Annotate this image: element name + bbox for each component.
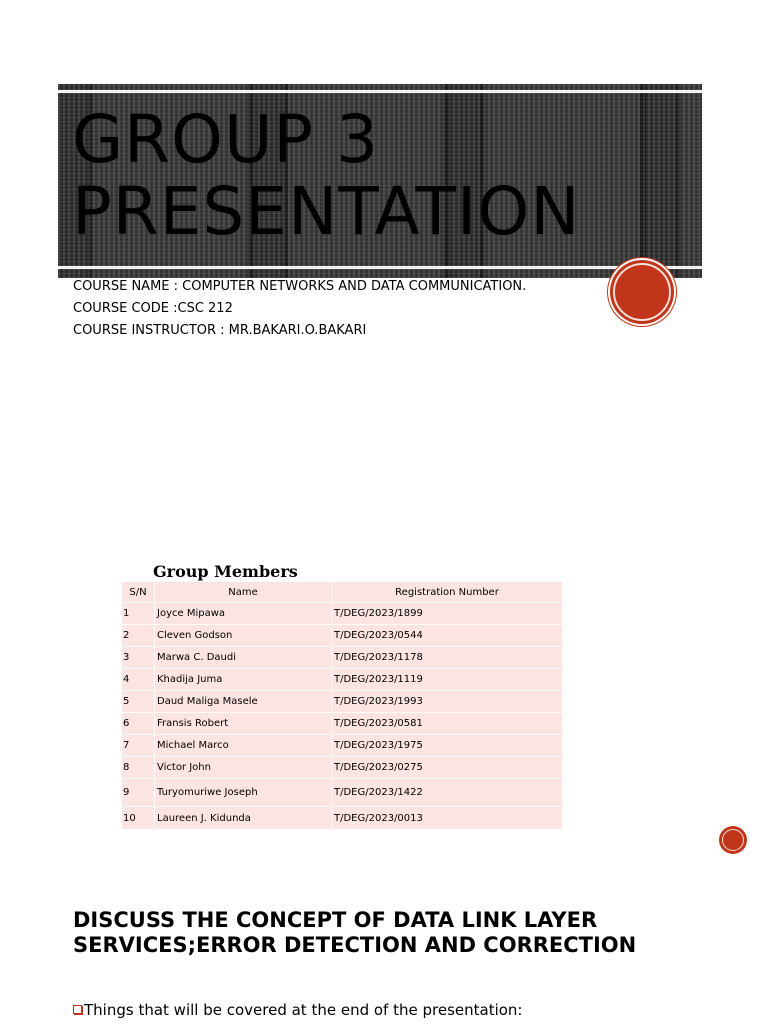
cell-registration: T/DEG/2023/1899: [332, 603, 563, 625]
table-row: [122, 757, 563, 779]
table-row: [122, 625, 563, 647]
cell-sn: 1: [122, 603, 155, 625]
slide-title: [72, 101, 581, 250]
discuss-heading: [73, 908, 713, 958]
cell-registration: T/DEG/2023/0581: [332, 713, 563, 735]
cell-name: Turyomuriwe Joseph: [155, 779, 332, 807]
cell-sn: 2: [122, 625, 155, 647]
cell-name: Michael Marco: [155, 735, 332, 757]
cell-name: Fransis Robert: [155, 713, 332, 735]
cell-registration: T/DEG/2023/1993: [332, 691, 563, 713]
discuss-heading-line-1: DISCUSS THE CONCEPT OF DATA LINK LAYER: [73, 908, 598, 932]
cell-name: Laureen J. Kidunda: [155, 807, 332, 830]
slide-title-line-2: PRESENTATION: [72, 173, 581, 250]
table-row: [122, 807, 563, 830]
cell-name: Victor John: [155, 757, 332, 779]
cell-sn: 4: [122, 669, 155, 691]
column-header-name: Name: [155, 582, 332, 603]
group-members-heading: Group Members: [153, 562, 298, 581]
table-row: [122, 691, 563, 713]
cell-registration: T/DEG/2023/1178: [332, 647, 563, 669]
table-row: [122, 647, 563, 669]
cell-sn: 10: [122, 807, 155, 830]
title-band-top-line: [58, 90, 702, 93]
cell-name: Marwa C. Daudi: [155, 647, 332, 669]
table-row: [122, 735, 563, 757]
cell-registration: T/DEG/2023/1422: [332, 779, 563, 807]
table-header-row: [122, 582, 563, 603]
course-code: COURSE CODE :CSC 212: [73, 301, 233, 316]
group-members-table: [121, 581, 563, 830]
bullet-item: [73, 1001, 522, 1019]
cell-name: Joyce Mipawa: [155, 603, 332, 625]
column-header-registration: Registration Number: [332, 582, 563, 603]
bullet-text: Things that will be covered at the end of the presentation:: [84, 1001, 523, 1019]
discuss-heading-line-2: SERVICES;ERROR DETECTION AND CORRECTION: [73, 933, 637, 957]
square-bullet-icon: [73, 1005, 82, 1014]
table-row: [122, 713, 563, 735]
cell-registration: T/DEG/2023/1975: [332, 735, 563, 757]
cell-registration: T/DEG/2023/1119: [332, 669, 563, 691]
course-instructor: COURSE INSTRUCTOR : MR.BAKARI.O.BAKARI: [73, 323, 367, 338]
table-row: [122, 603, 563, 625]
cell-name: Khadija Juma: [155, 669, 332, 691]
cell-sn: 9: [122, 779, 155, 807]
column-header-sn: S/N: [122, 582, 155, 603]
cell-registration: T/DEG/2023/0275: [332, 757, 563, 779]
cell-registration: T/DEG/2023/0013: [332, 807, 563, 830]
cell-name: Cleven Godson: [155, 625, 332, 647]
cell-name: Daud Maliga Masele: [155, 691, 332, 713]
cell-registration: T/DEG/2023/0544: [332, 625, 563, 647]
red-circle-icon: [608, 258, 676, 326]
cell-sn: 5: [122, 691, 155, 713]
cell-sn: 7: [122, 735, 155, 757]
table-row: [122, 779, 563, 807]
cell-sn: 6: [122, 713, 155, 735]
course-name: COURSE NAME : COMPUTER NETWORKS AND DATA COMMUNICATION.: [73, 279, 527, 294]
table-row: [122, 669, 563, 691]
cell-sn: 8: [122, 757, 155, 779]
slide-title-line-1: GROUP 3: [72, 101, 380, 178]
title-band-bottom-line: [58, 266, 702, 269]
cell-sn: 3: [122, 647, 155, 669]
red-circle-icon: [719, 826, 747, 854]
